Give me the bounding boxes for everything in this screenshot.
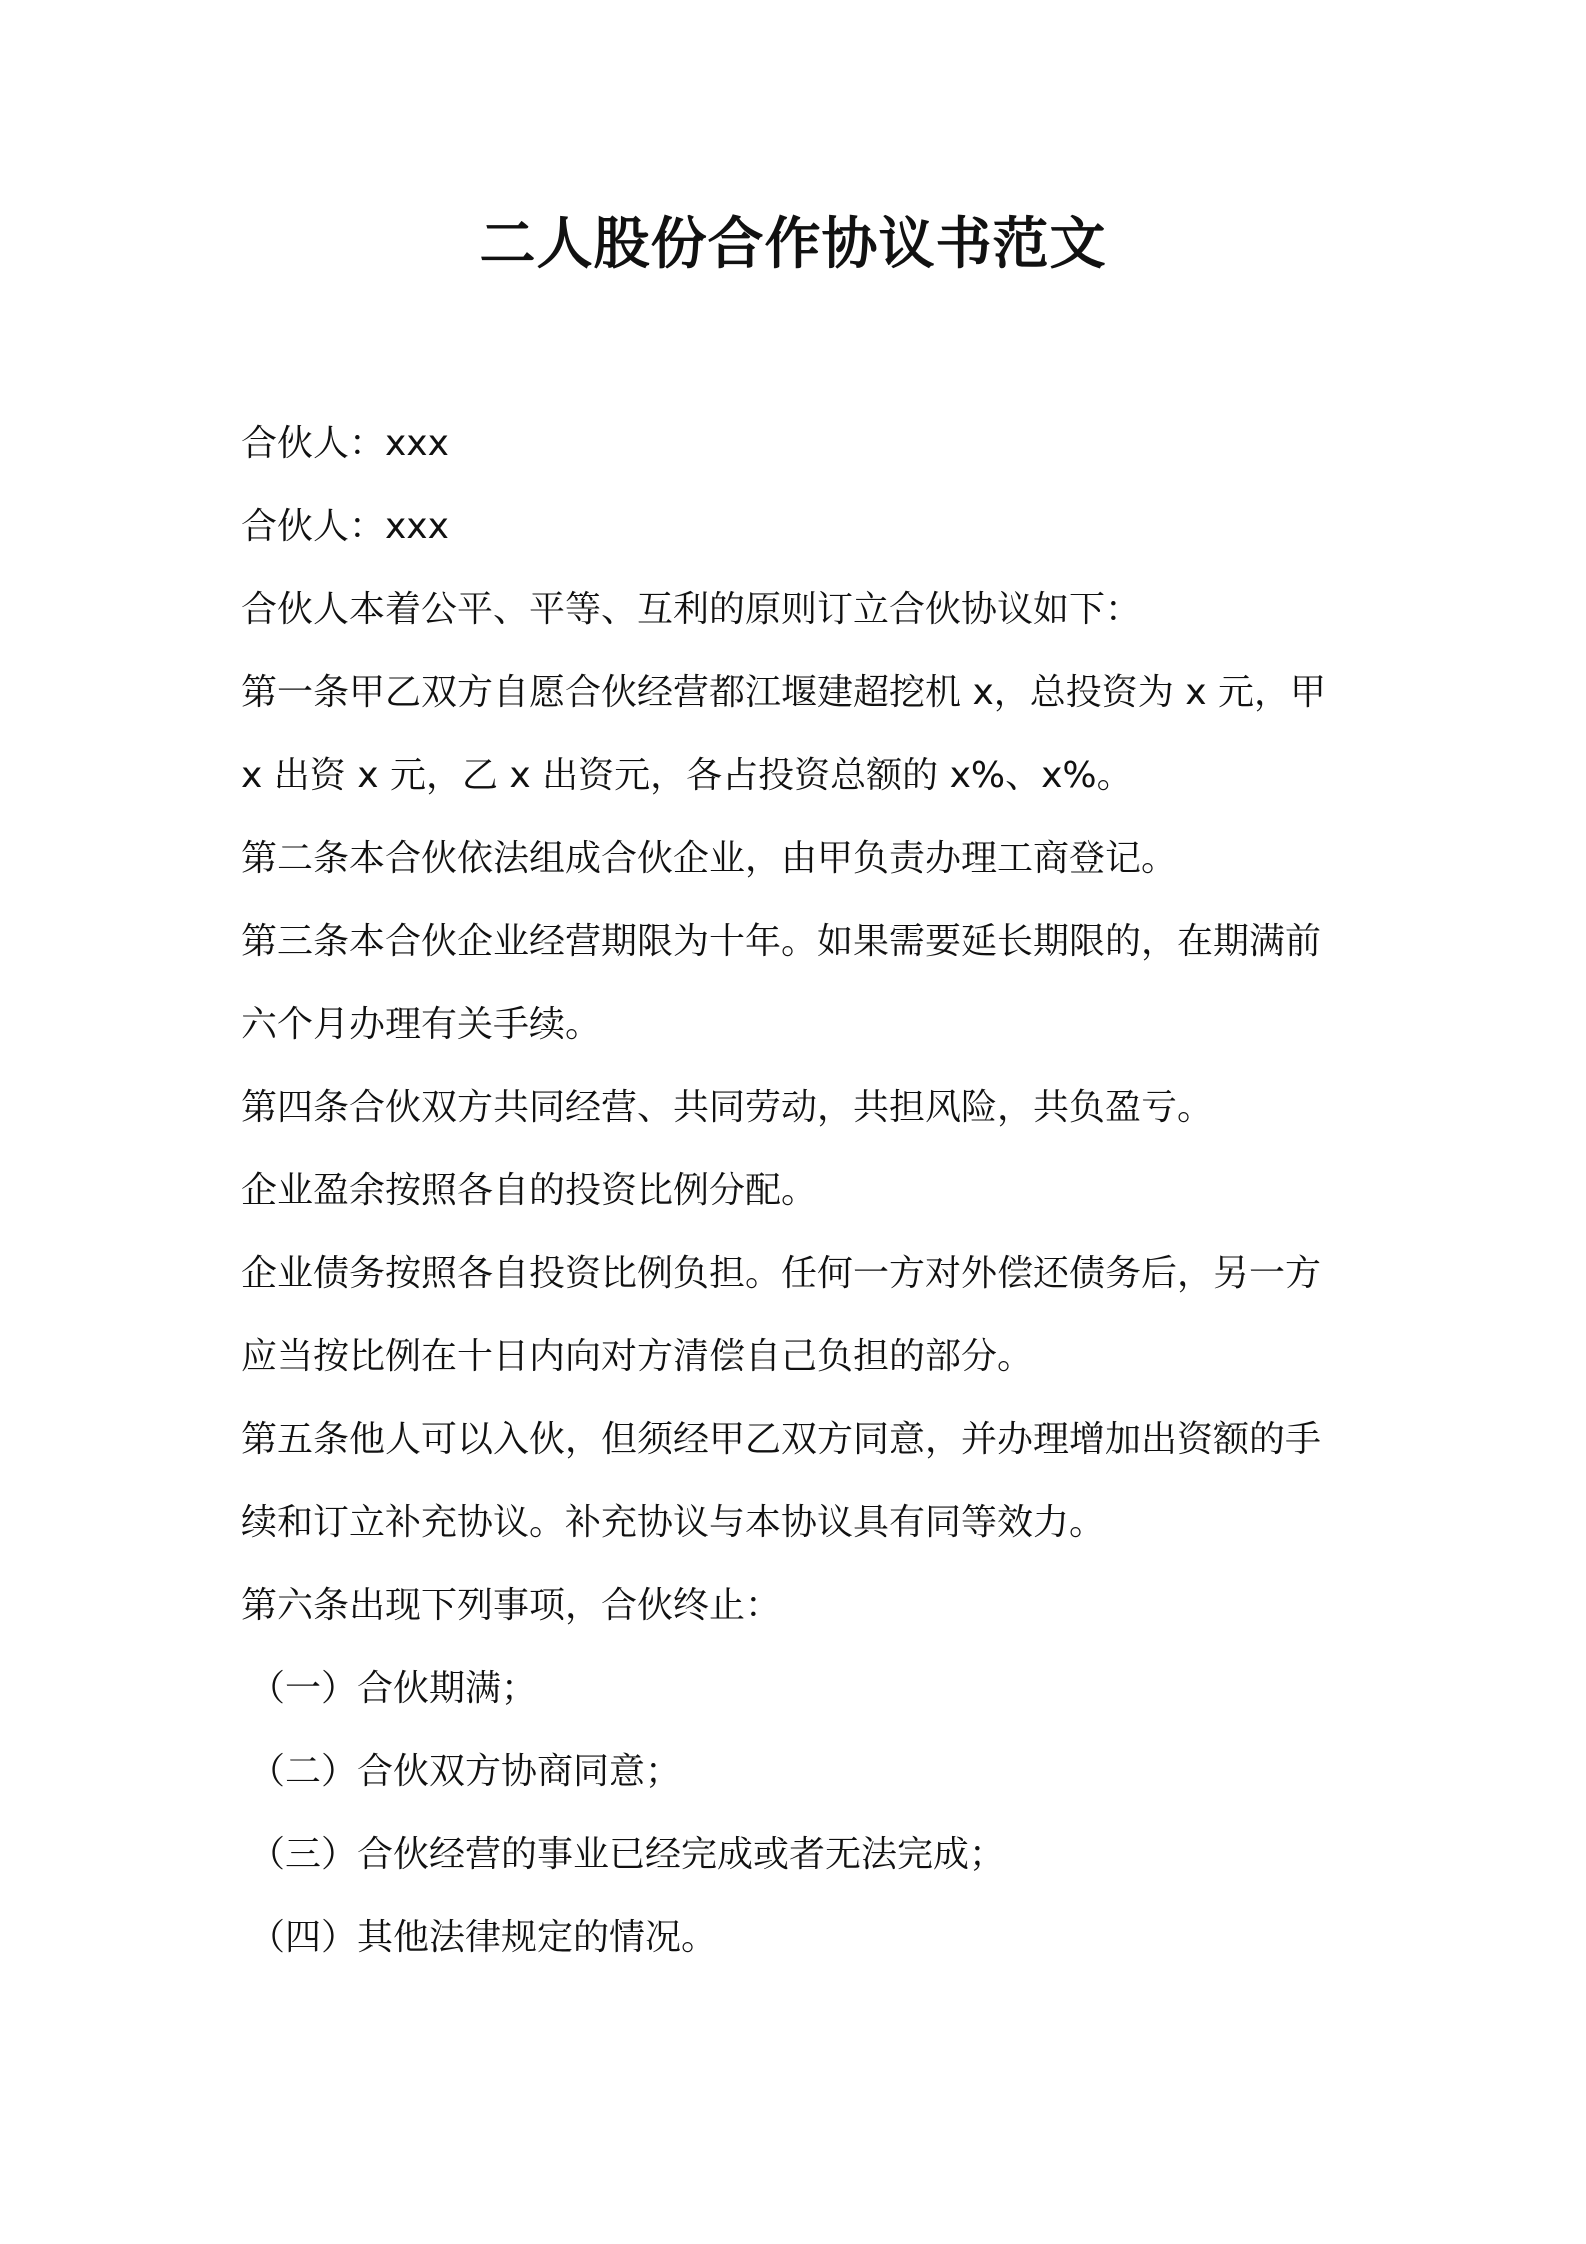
preamble-line: 合伙人本着公平、平等、互利的原则订立合伙协议如下：: [241, 589, 1142, 630]
article-5-line: 第五条他人可以入伙，但须经甲乙双方同意，并办理增加出资额的手: [241, 1419, 1322, 1460]
article-1-line: x 出资 x 元，乙 x 出资元，各占投资总额的 x%、x%。: [241, 755, 1133, 796]
partner-line: 合伙人：xxx: [241, 423, 449, 464]
document-body: [241, 402, 1351, 1979]
article-6-line: 第六条出现下列事项，合伙终止：: [241, 1585, 782, 1626]
article-4-line: 第四条合伙双方共同经营、共同劳动，共担风险，共负盈亏。: [241, 1087, 1214, 1128]
list-item: （一）合伙期满；: [249, 1668, 538, 1709]
list-item: （二）合伙双方协商同意；: [249, 1751, 682, 1792]
article-4-line: 应当按比例在十日内向对方清偿自己负担的部分。: [241, 1336, 1034, 1377]
article-4-line: 企业盈余按照各自的投资比例分配。: [241, 1170, 818, 1211]
document-title: 二人股份合作协议书范文: [479, 212, 1107, 277]
list-item: （四）其他法律规定的情况。: [249, 1917, 718, 1958]
article-2-line: 第二条本合伙依法组成合伙企业，由甲负责办理工商登记。: [241, 838, 1178, 879]
article-3-line: 六个月办理有关手续。: [241, 1004, 602, 1045]
partner-line: 合伙人：xxx: [241, 506, 449, 547]
article-4-line: 企业债务按照各自投资比例负担。任何一方对外偿还债务后，另一方: [241, 1253, 1322, 1294]
list-item: （三）合伙经营的事业已经完成或者无法完成；: [249, 1834, 1006, 1875]
article-1-line: 第一条甲乙双方自愿合伙经营都江堰建超挖机 x，总投资为 x 元，甲: [241, 672, 1326, 713]
article-5-line: 续和订立补充协议。补充协议与本协议具有同等效力。: [241, 1502, 1106, 1543]
article-3-line: 第三条本合伙企业经营期限为十年。如果需要延长期限的，在期满前: [241, 921, 1322, 962]
